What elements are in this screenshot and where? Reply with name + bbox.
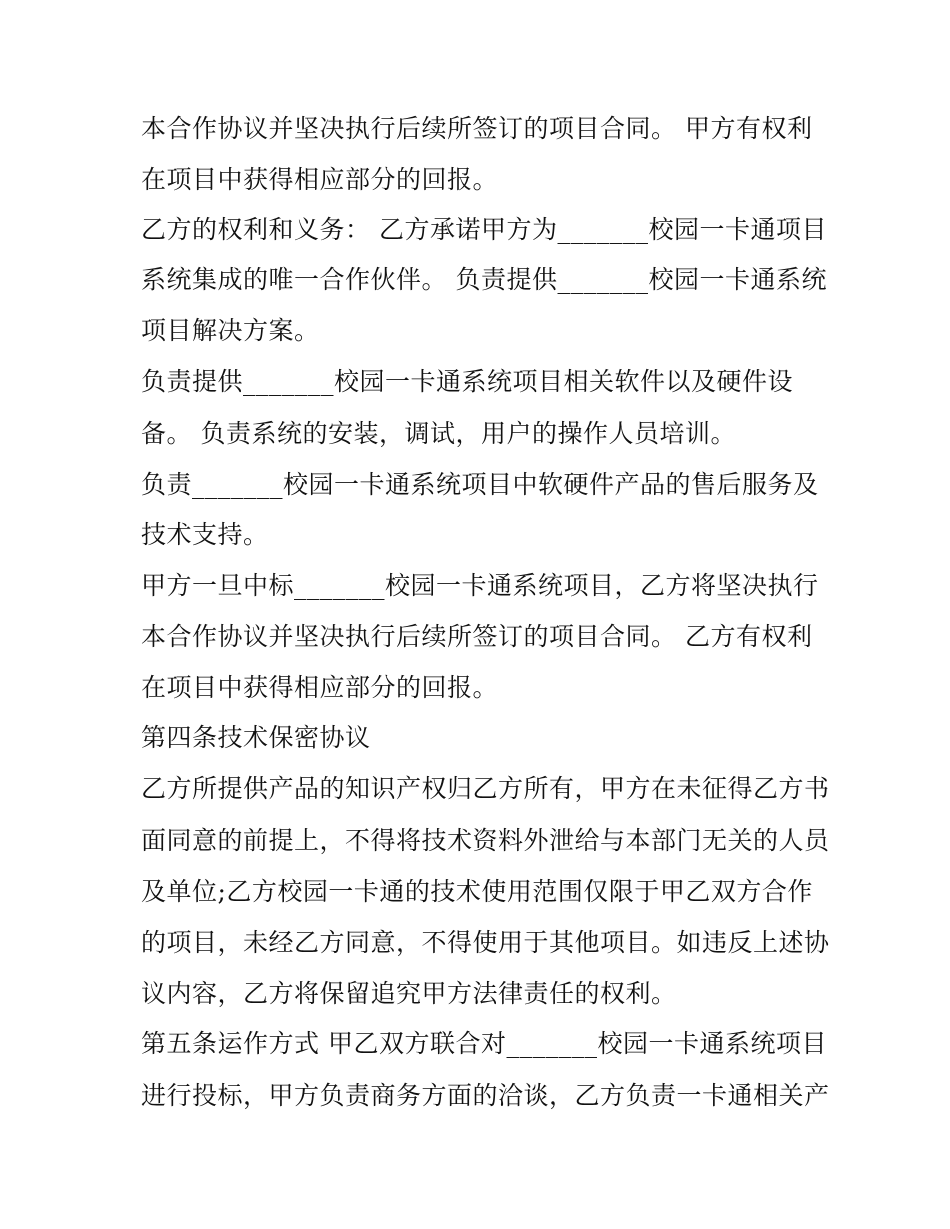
text-line: 系统集成的唯一合作伙伴。 负责提供_______校园一卡通系统 — [141, 265, 827, 294]
text-line: 备。 负责系统的安装，调试，用户的操作人员培训。 — [141, 419, 736, 448]
text-line: 进行投标，甲方负责商务方面的洽谈，乙方负责一卡通相关产 — [141, 1081, 830, 1110]
text-line: 面同意的前提上，不得将技术资料外泄给与本部门无关的人员 — [141, 826, 830, 855]
section-heading: 第四条技术保密协议 — [141, 723, 371, 752]
text-line: 项目解决方案。 — [141, 316, 320, 345]
text-line: 的项目，未经乙方同意，不得使用于其他项目。如违反上述协 — [141, 928, 830, 957]
text-line: 在项目中获得相应部分的回报。 — [141, 673, 499, 702]
text-line: 本合作协议并坚决执行后续所签订的项目合同。 乙方有权利 — [141, 622, 813, 651]
text-line: 在项目中获得相应部分的回报。 — [141, 165, 499, 194]
text-line: 本合作协议并坚决执行后续所签订的项目合同。 甲方有权利 — [141, 114, 813, 143]
text-line: 技术支持。 — [141, 520, 269, 549]
text-line: 负责提供_______校园一卡通系统项目相关软件以及硬件设 — [141, 367, 794, 396]
text-line: 及单位;乙方校园一卡通的技术使用范围仅限于甲乙双方合作 — [141, 877, 813, 906]
text-line: 负责_______校园一卡通系统项目中软硬件产品的售后服务及 — [141, 470, 819, 499]
text-line: 议内容，乙方将保留追究甲方法律责任的权利。 — [141, 979, 677, 1008]
text-line: 第五条运作方式 甲乙双方联合对_______校园一卡通系统项目 — [141, 1029, 827, 1058]
text-line: 甲方一旦中标_______校园一卡通系统项目，乙方将坚决执行 — [141, 571, 819, 600]
text-line: 乙方的权利和义务： 乙方承诺甲方为_______校园一卡通项目 — [141, 215, 827, 244]
text-line: 乙方所提供产品的知识产权归乙方所有，甲方在未征得乙方书 — [141, 774, 830, 803]
